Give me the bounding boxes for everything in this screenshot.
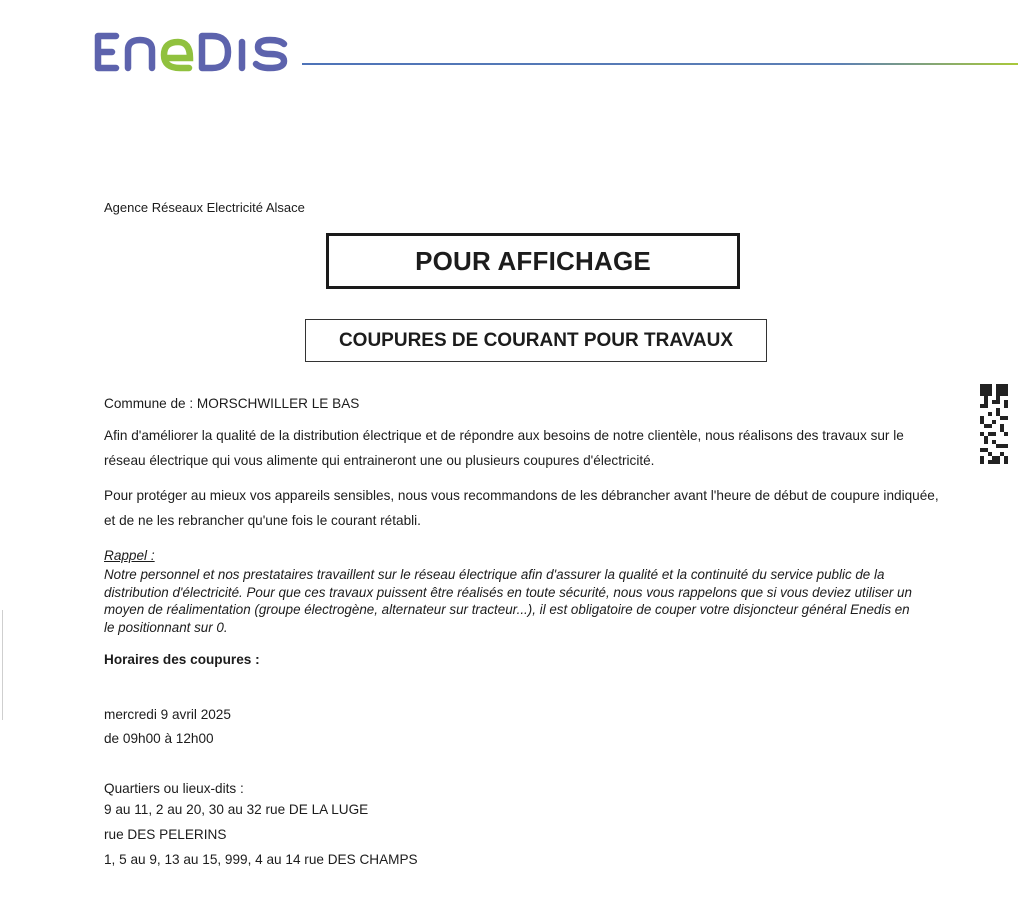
notice-subtitle: COUPURES DE COURANT POUR TRAVAUX	[338, 329, 734, 351]
protect-paragraph: Pour protéger au mieux vos appareils sensibles, nous vous recommandons de les débrancher avant l'heure de début de coupure indiquée, et de ne les rebrancher qu'une fois le courant rétabli.	[104, 488, 939, 528]
schedule-time: de 09h00 à 12h00	[104, 731, 214, 746]
commune-line: Commune de : MORSCHWILLER LE BAS	[104, 396, 360, 411]
rappel-title: Rappel :	[104, 548, 155, 563]
list-item: rue DES PELERINS	[104, 827, 227, 842]
notice-subtitle-box	[305, 319, 767, 362]
quartier-list	[104, 797, 418, 872]
qr-code-icon	[980, 384, 1008, 464]
enedis-logo	[94, 28, 294, 74]
header-rule	[302, 62, 1018, 66]
schedule-title: Horaires des coupures :	[104, 652, 260, 667]
notice-title: POUR AFFICHAGE	[415, 245, 651, 276]
rappel-text: Notre personnel et nos prestataires travaillent sur le réseau électrique afin d'assurer la qualité et la continuité du service public de la distribution d'électricité. Pour que ces travaux puissent être réalisés en toute sécurité, nous vous rappelons que si vous deviez utiliser un moyen de réalimentation (groupe électrogène, alternateur sur tracteur...), il est obligatoire de couper votre disjoncteur général Enedis en le positionnant sur 0.	[104, 567, 912, 635]
intro-paragraph: Afin d'améliorer la qualité de la distribution électrique et de répondre aux besoins de notre clientèle, nous réalisons des travaux sur le réseau électrique qui vous alimente qui entraineront une ou plusieurs coupures d'électricité.	[104, 428, 904, 468]
agency-name: Agence Réseaux Electricité Alsace	[104, 200, 305, 215]
schedule-date: mercredi 9 avril 2025	[104, 707, 231, 722]
list-item: 9 au 11, 2 au 20, 30 au 32 rue DE LA LUGE	[104, 802, 369, 817]
quartiers-title: Quartiers ou lieux-dits :	[104, 781, 244, 796]
scan-margin-mark	[2, 610, 3, 720]
notice-title-box	[326, 233, 740, 289]
list-item: 1, 5 au 9, 13 au 15, 999, 4 au 14 rue DES CHAMPS	[104, 852, 418, 867]
